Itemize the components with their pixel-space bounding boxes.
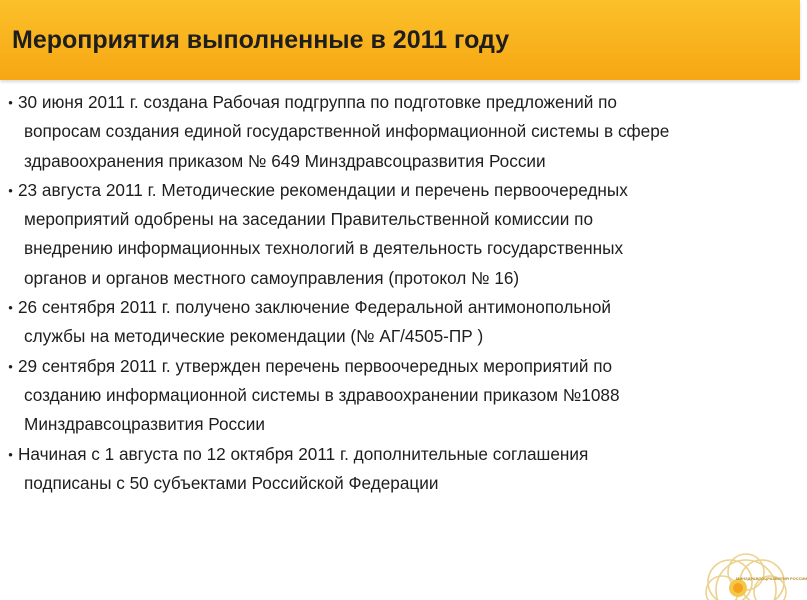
list-item-text [18, 176, 793, 293]
bullet-icon: • [8, 95, 13, 110]
text-line: Минздравсоцразвития России [24, 414, 265, 435]
bullet-icon: • [8, 358, 13, 374]
list-item [3, 176, 793, 293]
text-line: созданию информационной системы в здравоохранении приказом №1088 [24, 384, 620, 405]
ministry-logo-icon [694, 528, 798, 598]
text-line: 29 сентября 2011 г. утвержден перечень первоочередных мероприятий по [18, 355, 613, 376]
slide-header [0, 0, 800, 80]
text-line: 23 августа 2011 г. Методические рекомендации и перечень первоочередных [18, 179, 628, 200]
bullet-icon: • [8, 300, 13, 316]
text-line: вопросам создания единой государственной информационной системы в сфере [24, 121, 670, 142]
logo-text: МИНЗДРАВСОЦРАЗВИТИЯ РОССИИ [736, 576, 807, 581]
list-item-text [18, 440, 793, 499]
list-item [3, 88, 793, 176]
text-line: службы на методические рекомендации (№ АГ/4505-ПР ) [24, 326, 484, 347]
text-line: внедрению информационных технологий в деятельность государственных [24, 238, 624, 259]
text-line: мероприятий одобрены на заседании Правительственной комиссии по [24, 209, 594, 230]
bullet-icon: • [8, 182, 13, 198]
list-item-text [18, 352, 793, 440]
bullet-icon: • [8, 446, 13, 462]
list-item [3, 440, 793, 499]
list-item [3, 352, 793, 440]
list-item-text [18, 293, 793, 352]
text-line: 26 сентября 2011 г. получено заключение Федеральной антимонопольной [18, 297, 611, 318]
text-line: Начиная с 1 августа по 12 октября 2011 г. дополнительные соглашения [18, 443, 589, 464]
list-item-text [18, 88, 793, 176]
text-line: здравоохранения приказом № 649 Минздравсоцразвития России [24, 150, 546, 171]
slide-title: Мероприятия выполненные в 2011 году [12, 26, 510, 54]
text-line: 30 июня 2011 г. создана Рабочая подгруппа по подготовке предложений по [18, 92, 617, 112]
list-item [3, 293, 793, 352]
text-line: органов и органов местного самоуправления (протокол № 16) [24, 267, 520, 288]
text-line: подписаны с 50 субъектами Российской Федерации [24, 472, 439, 493]
bullet-list [3, 88, 793, 498]
